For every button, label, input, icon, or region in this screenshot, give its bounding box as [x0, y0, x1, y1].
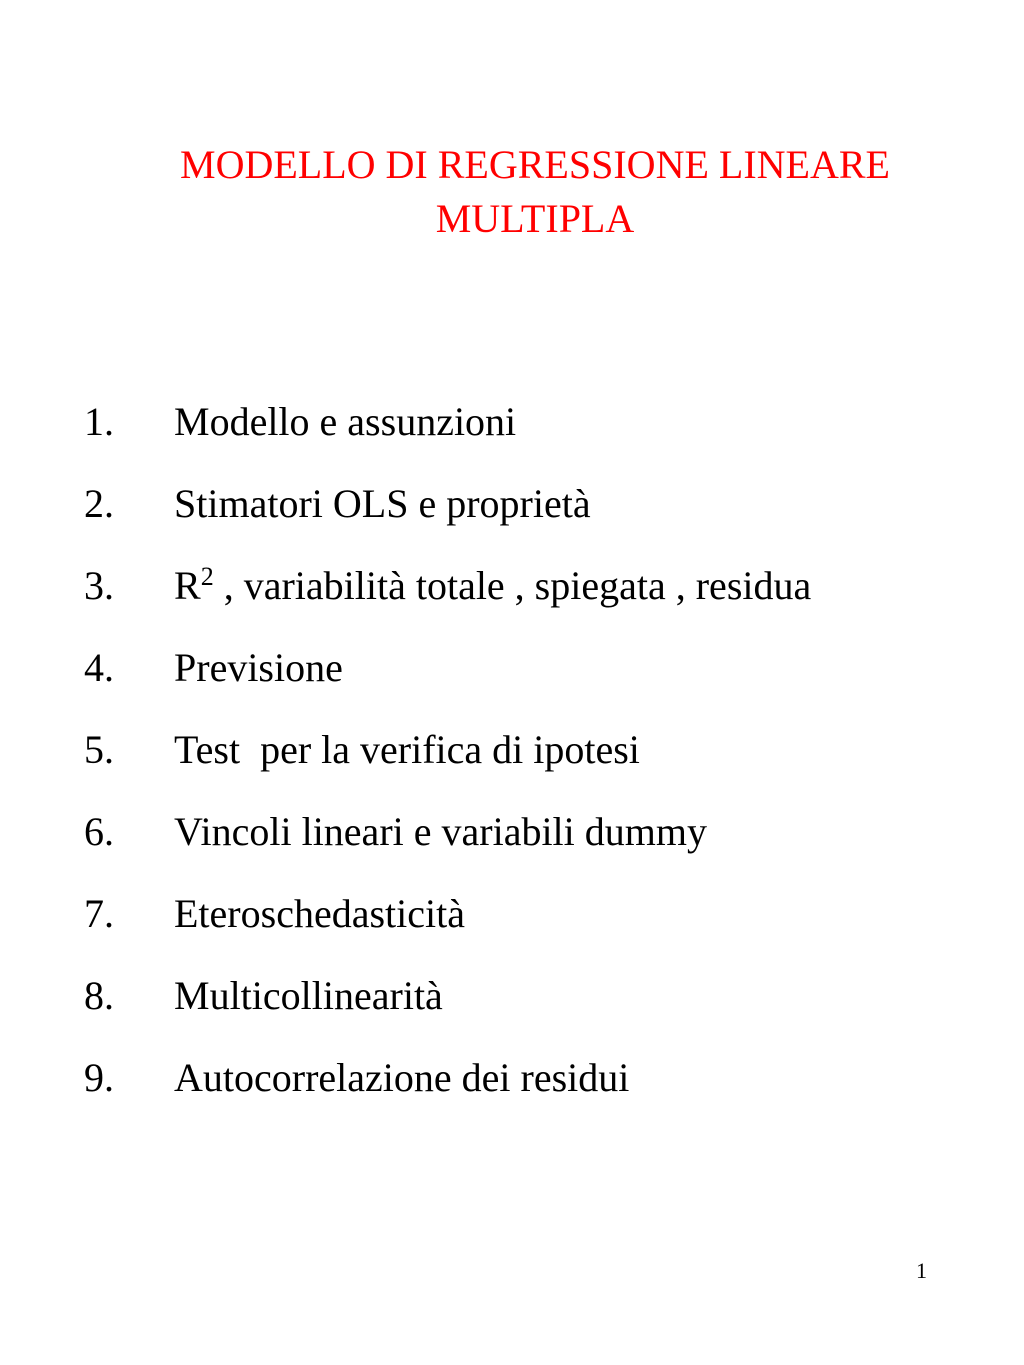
item-number: 1. — [84, 399, 114, 444]
list-item — [84, 1048, 811, 1130]
item-text: Multicollinearità — [174, 973, 443, 1018]
slide-title — [110, 138, 960, 246]
item-number: 2. — [84, 481, 114, 526]
item-number: 9. — [84, 1055, 114, 1100]
list-item — [84, 966, 811, 1048]
item-text: Autocorrelazione dei residui — [174, 1055, 630, 1100]
superscript-2: 2 — [200, 562, 214, 591]
page-number: 1 — [916, 1258, 927, 1283]
agenda-list — [84, 392, 811, 1130]
item-text: Test per la verifica di ipotesi — [174, 727, 640, 772]
item-text-r: R — [174, 563, 201, 608]
item-number: 5. — [84, 727, 114, 772]
list-item — [84, 802, 811, 884]
item-text: Eteroschedasticità — [174, 891, 465, 936]
list-item — [84, 392, 811, 474]
list-item — [84, 474, 811, 556]
item-number: 7. — [84, 891, 114, 936]
list-item — [84, 720, 811, 802]
item-number: 3. — [84, 563, 114, 608]
item-text: Previsione — [174, 645, 343, 690]
item-text: Modello e assunzioni — [174, 399, 517, 444]
item-number: 4. — [84, 645, 114, 690]
item-text-rest: , variabilità totale , spiegata , residua — [213, 563, 812, 608]
item-text: Stimatori OLS e proprietà — [174, 481, 591, 526]
list-item — [84, 638, 811, 720]
list-item — [84, 556, 811, 638]
item-text: Vincoli lineari e variabili dummy — [174, 809, 708, 854]
item-number: 8. — [84, 973, 114, 1018]
item-number: 6. — [84, 809, 114, 854]
list-item — [84, 884, 811, 966]
slide-title-line-2: MULTIPLA — [435, 196, 635, 241]
slide-title-line-1: MODELLO DI REGRESSIONE LINEARE — [180, 142, 890, 187]
item-text — [174, 556, 811, 621]
